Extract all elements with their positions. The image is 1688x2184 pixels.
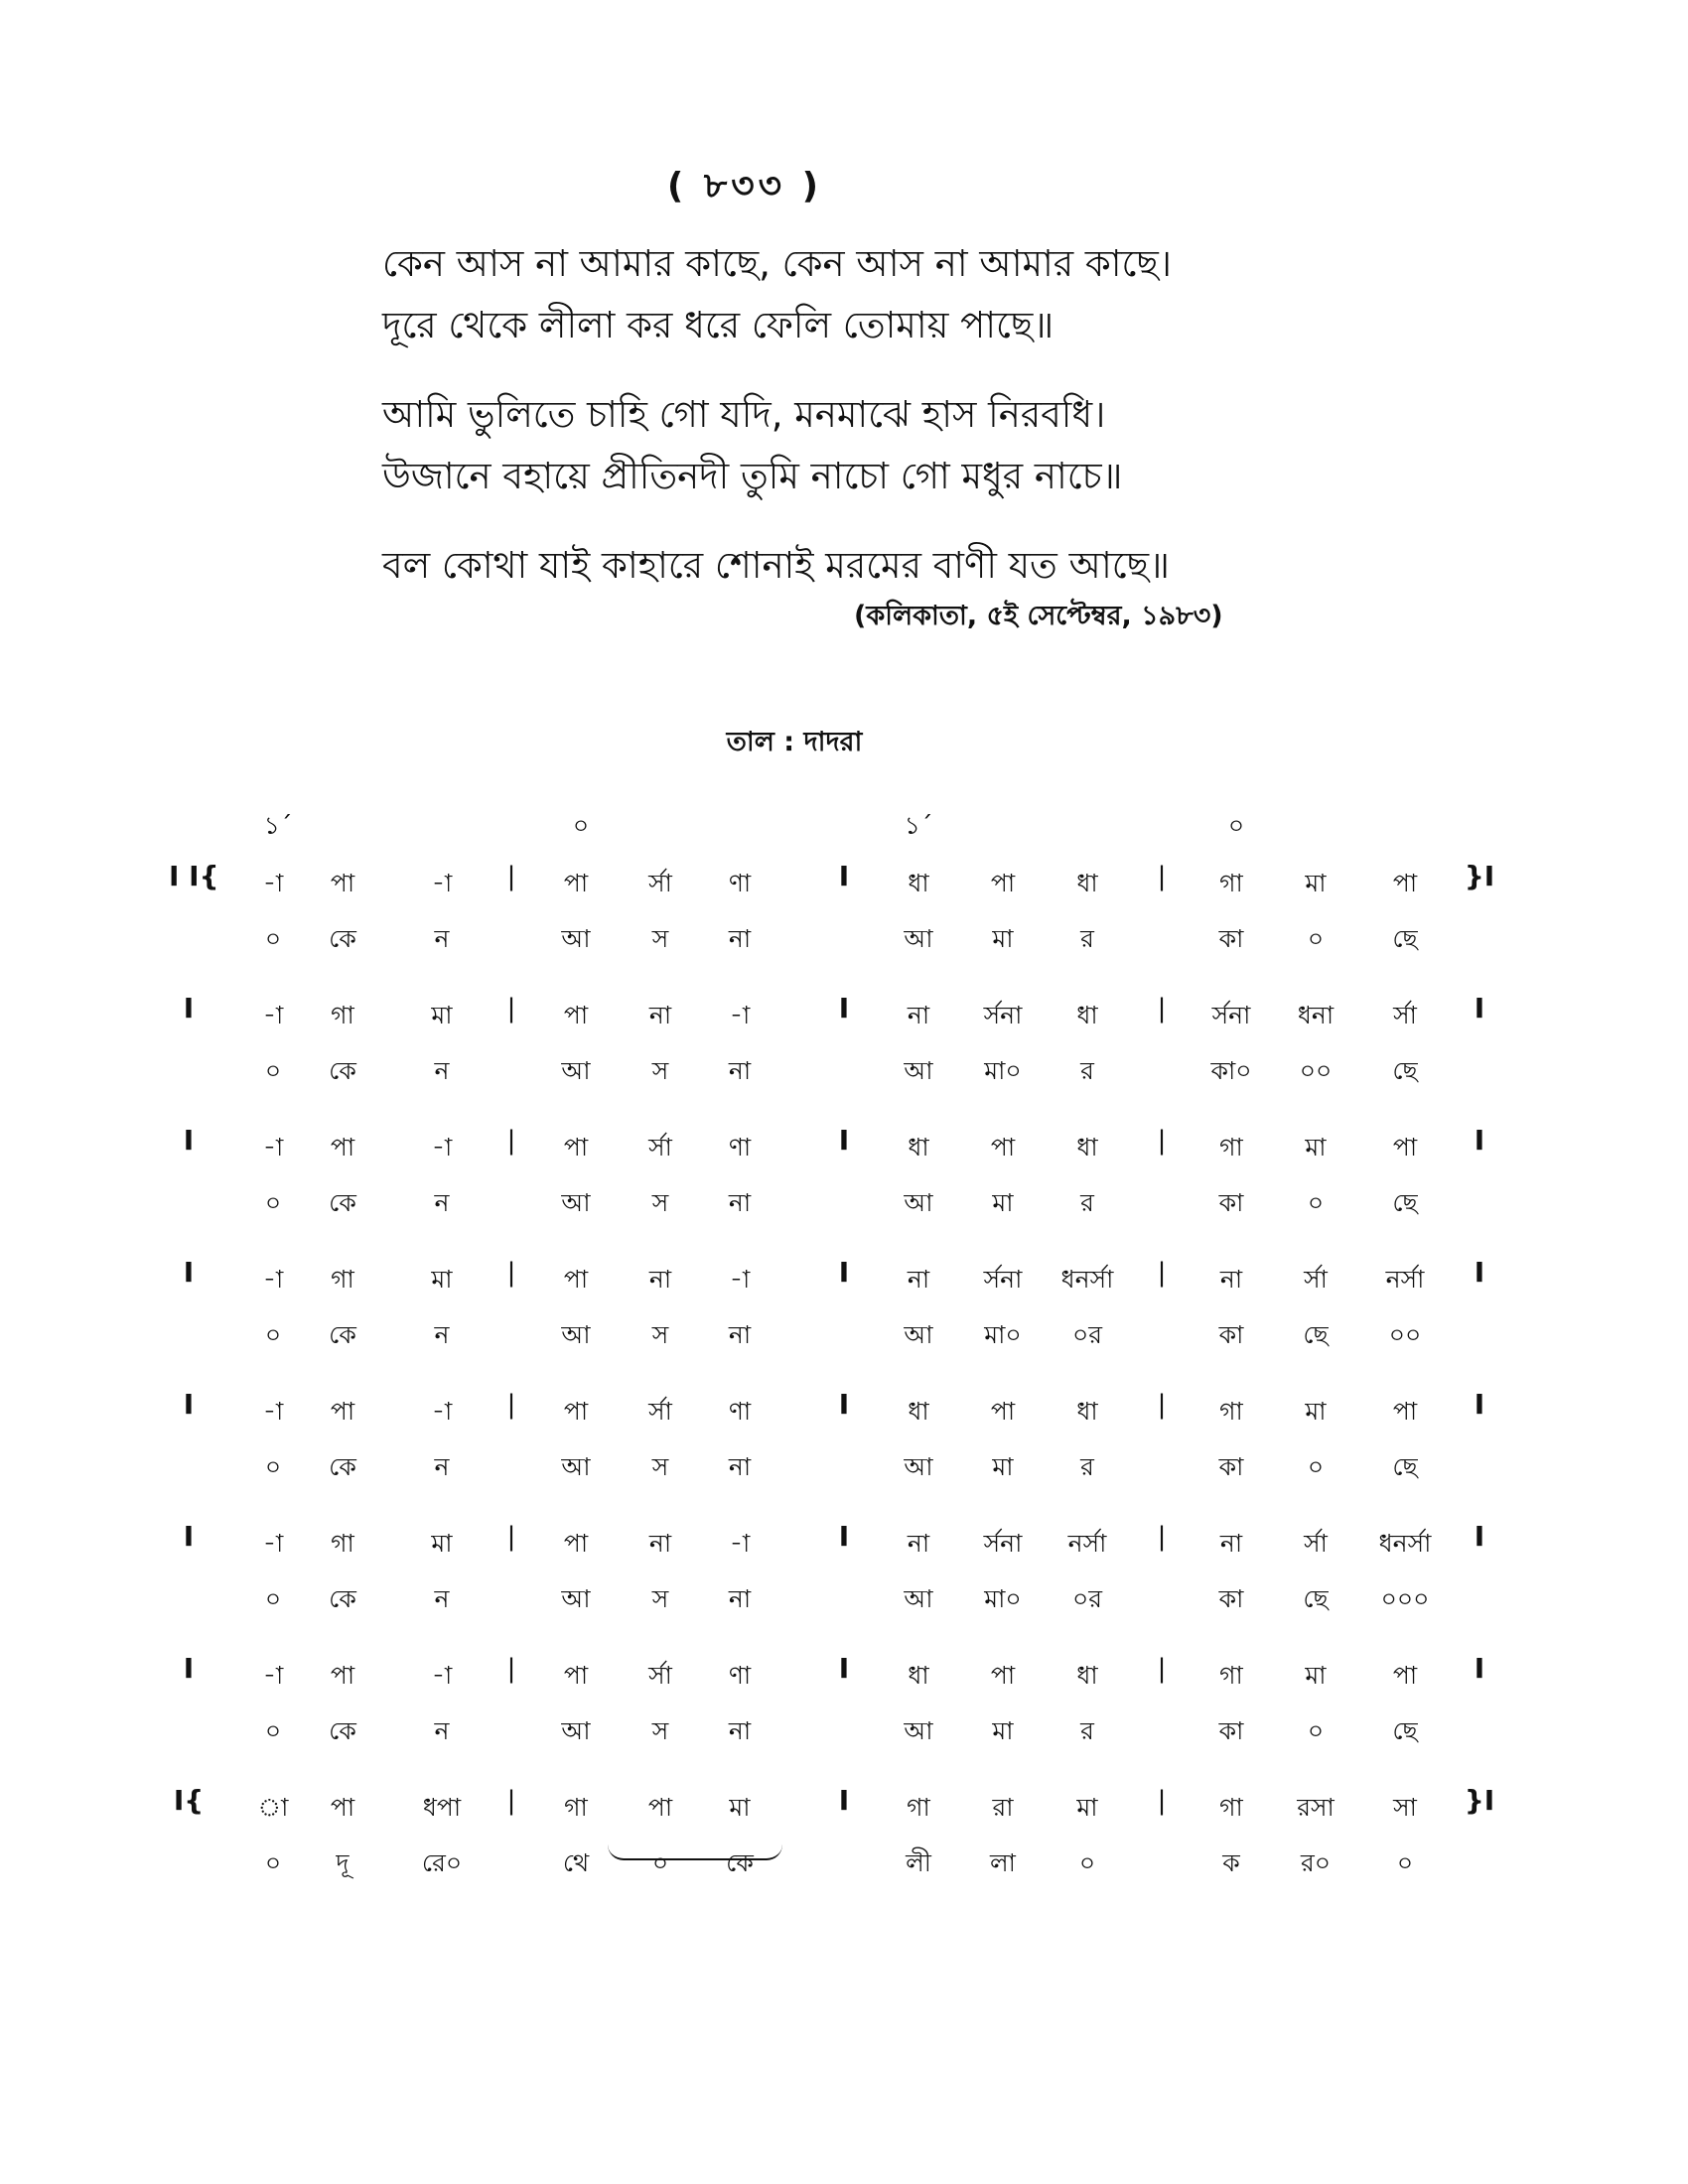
dateline: (কলিকাতা, ৫ই সেপ্টেম্বর, ১৯৮৩) <box>854 601 1223 631</box>
lyric-cell: দূ <box>336 1848 350 1877</box>
lyric-cell: আ <box>904 1452 933 1481</box>
lyric-cell: ০ <box>264 1584 282 1613</box>
note-cell: পা <box>563 1661 589 1690</box>
lyric-cell: কে <box>329 1452 356 1481</box>
lyric-cell: কে <box>329 1188 356 1217</box>
note-cell: ধপা <box>422 1793 462 1822</box>
vibhag-bar: | <box>506 1258 516 1288</box>
note-cell: পা <box>330 1133 355 1161</box>
lyric-cell: মা <box>992 1452 1014 1481</box>
note-cell: নর্সা <box>1067 1529 1107 1558</box>
note-cell: না <box>648 1529 672 1558</box>
note-cell: গা <box>331 1001 354 1029</box>
note-cell: পা <box>990 1397 1016 1426</box>
note-cell: না <box>648 1265 672 1294</box>
row-close-bar: I <box>1474 992 1485 1024</box>
row-open-bar: I <box>183 992 195 1024</box>
lyric-cell: না <box>728 1716 752 1745</box>
note-cell: ণা <box>728 869 752 897</box>
lyric-cell: ০ <box>1307 924 1325 953</box>
note-cell: পা <box>1392 1661 1418 1690</box>
note-cell: র্সা <box>648 869 672 897</box>
note-cell: পা <box>330 1793 355 1822</box>
note-cell: পা <box>330 1661 355 1690</box>
vibhag-bar: | <box>1157 1126 1167 1156</box>
lyric-cell: ০ <box>264 1848 282 1877</box>
note-cell: র্সা <box>648 1661 672 1690</box>
row-open-bar: I <box>183 1256 195 1289</box>
note-cell: মা <box>1076 1793 1098 1822</box>
lyric-cell: স <box>651 1716 669 1745</box>
lyric-cell: ০০০ <box>1380 1584 1430 1613</box>
note-cell: র্সা <box>648 1133 672 1161</box>
note-cell: রা <box>992 1793 1014 1822</box>
lyric-cell: র <box>1080 1716 1094 1745</box>
lyric-cell: না <box>728 924 752 953</box>
lyric-cell: স <box>651 1056 669 1085</box>
lyric-cell: কা <box>1218 1188 1244 1217</box>
lyric-cell: স <box>651 924 669 953</box>
note-cell: না <box>648 1001 672 1029</box>
lyric-cell: আ <box>904 1320 933 1349</box>
vibhag-bar: | <box>506 1390 516 1420</box>
avartan-bar: I <box>838 1784 850 1817</box>
note-cell: পা <box>1392 1133 1418 1161</box>
note-cell: গা <box>1219 869 1243 897</box>
vibhag-bar: | <box>506 1126 516 1156</box>
note-cell: না <box>1219 1265 1243 1294</box>
poem-line: বল কোথা যাই কাহারে শোনাই মরমের বাণী যত আছে॥ <box>382 544 1170 587</box>
page-number: ( ৮৩৩ ) <box>666 166 823 206</box>
lyric-cell: স <box>651 1452 669 1481</box>
avartan-bar: I <box>838 860 850 892</box>
poem-line: কেন আস না আমার কাছে, কেন আস না আমার কাছে। <box>382 242 1173 285</box>
note-cell: র্সনা <box>983 1001 1023 1029</box>
lyric-cell: কে <box>329 1056 356 1085</box>
note-cell: া <box>257 1793 289 1822</box>
lyric-cell: ন <box>434 1056 450 1085</box>
lyric-cell: ন <box>434 1716 450 1745</box>
lyric-cell: কা <box>1218 1584 1244 1613</box>
note-cell: র্সনা <box>1211 1001 1251 1029</box>
vibhag-bar: | <box>1157 1522 1167 1552</box>
note-cell: ধা <box>1076 1661 1098 1690</box>
beat-mark: ১´ <box>263 811 293 840</box>
note-cell: রসা <box>1297 1793 1335 1822</box>
note-cell: মা <box>431 1001 453 1029</box>
row-close-bar: }I <box>1464 860 1495 892</box>
note-cell: গা <box>1219 1133 1243 1161</box>
lyric-cell: কা <box>1218 924 1244 953</box>
row-open-bar: I <box>183 1520 195 1553</box>
lyric-cell: আ <box>561 1188 591 1217</box>
avartan-bar: I <box>838 1124 850 1157</box>
vibhag-bar: | <box>1157 1390 1167 1420</box>
lyric-cell: ০০ <box>1388 1320 1422 1349</box>
note-cell: পা <box>563 1265 589 1294</box>
note-cell: পা <box>330 869 355 897</box>
lyric-cell: কে <box>329 924 356 953</box>
lyric-cell: কে <box>329 1716 356 1745</box>
lyric-cell: ছে <box>1392 924 1418 953</box>
lyric-cell: ন <box>434 924 450 953</box>
lyric-cell: ০ <box>264 1056 282 1085</box>
note-cell: ধনর্সা <box>1060 1265 1114 1294</box>
note-cell: ণা <box>728 1661 752 1690</box>
lyric-cell: না <box>728 1584 752 1613</box>
note-cell: পা <box>990 1661 1016 1690</box>
lyric-cell: মা <box>992 1188 1014 1217</box>
note-cell: পা <box>1392 1397 1418 1426</box>
lyric-cell: ০ <box>1396 1848 1414 1877</box>
row-open-bar: I <box>183 1652 195 1685</box>
lyric-cell: ০ <box>264 1716 282 1745</box>
beat-mark: ০ <box>572 811 590 840</box>
note-cell: ধা <box>1076 1001 1098 1029</box>
lyric-cell: কে <box>329 1584 356 1613</box>
note-cell: ধনর্সা <box>1378 1529 1432 1558</box>
avartan-bar: I <box>838 1256 850 1289</box>
note-cell: পা <box>563 1001 589 1029</box>
lyric-cell: ০র <box>1071 1320 1102 1349</box>
lyric-cell: স <box>651 1584 669 1613</box>
lyric-cell: ক <box>1222 1848 1240 1877</box>
note-cell: ধা <box>1076 1133 1098 1161</box>
note-cell: ধা <box>908 869 929 897</box>
row-close-bar: I <box>1474 1124 1485 1157</box>
lyric-cell: ০ <box>264 924 282 953</box>
note-cell: না <box>907 1001 930 1029</box>
lyric-cell: ০ <box>651 1848 669 1877</box>
lyric-cell: না <box>728 1320 752 1349</box>
lyric-cell: ০ <box>1078 1848 1096 1877</box>
vibhag-bar: | <box>1157 1258 1167 1288</box>
lyric-cell: কে <box>329 1320 356 1349</box>
lyric-cell: ছে <box>1303 1320 1329 1349</box>
lyric-cell: না <box>728 1188 752 1217</box>
note-cell: পা <box>1392 869 1418 897</box>
note-cell: গা <box>564 1793 588 1822</box>
lyric-cell: আ <box>561 1452 591 1481</box>
note-cell: পা <box>990 869 1016 897</box>
note-cell: -া <box>262 869 284 897</box>
lyric-cell: মা০ <box>984 1056 1022 1085</box>
note-cell: ণা <box>728 1397 752 1426</box>
beat-mark: ০ <box>1227 811 1245 840</box>
lyric-cell: আ <box>561 1056 591 1085</box>
taal-heading: তাল : দাদরা <box>726 727 863 757</box>
row-open-bar: I{ <box>173 1784 205 1817</box>
lyric-cell: ০র <box>1071 1584 1102 1613</box>
note-cell: মা <box>431 1529 453 1558</box>
lyric-cell: র <box>1080 1056 1094 1085</box>
note-cell: র্সনা <box>983 1529 1023 1558</box>
lyric-cell: আ <box>904 1056 933 1085</box>
beat-mark: ১´ <box>904 811 933 840</box>
row-close-bar: I <box>1474 1652 1485 1685</box>
note-cell: না <box>907 1265 930 1294</box>
note-cell: ণা <box>728 1133 752 1161</box>
row-close-bar: }I <box>1464 1784 1495 1817</box>
note-cell: না <box>907 1529 930 1558</box>
lyric-cell: ০ <box>1307 1716 1325 1745</box>
note-cell: গা <box>1219 1397 1243 1426</box>
poem-line: দূরে থেকে লীলা কর ধরে ফেলি তোমায় পাছে॥ <box>382 304 1055 346</box>
lyric-cell: আ <box>561 1716 591 1745</box>
lyric-cell: ছে <box>1392 1452 1418 1481</box>
lyric-cell: ছে <box>1392 1716 1418 1745</box>
lyric-cell: কা০ <box>1210 1056 1252 1085</box>
note-cell: মা <box>431 1265 453 1294</box>
vibhag-bar: | <box>506 862 516 891</box>
note-cell: -া <box>729 1265 751 1294</box>
note-cell: -া <box>729 1529 751 1558</box>
poem-line: আমি ভুলিতে চাহি গো যদি, মনমাঝে হাস নিরবধি। <box>382 393 1106 436</box>
vibhag-bar: | <box>1157 862 1167 891</box>
note-cell: র্সনা <box>983 1265 1023 1294</box>
meend-slur <box>608 1844 782 1860</box>
note-cell: ধা <box>1076 869 1098 897</box>
note-cell: -া <box>729 1001 751 1029</box>
lyric-cell: মা০ <box>984 1584 1022 1613</box>
lyric-cell: ন <box>434 1188 450 1217</box>
lyric-cell: কা <box>1218 1716 1244 1745</box>
row-open-bar: I <box>183 1124 195 1157</box>
lyric-cell: আ <box>904 1584 933 1613</box>
note-cell: র্সা <box>1304 1529 1328 1558</box>
row-open-bar: I I{ <box>169 860 219 892</box>
lyric-cell: লা <box>990 1848 1016 1877</box>
row-close-bar: I <box>1474 1520 1485 1553</box>
lyric-cell: ছে <box>1303 1584 1329 1613</box>
note-cell: পা <box>563 869 589 897</box>
note-cell: ধা <box>908 1133 929 1161</box>
note-cell: পা <box>563 1529 589 1558</box>
lyric-cell: ০ <box>1307 1452 1325 1481</box>
vibhag-bar: | <box>506 1654 516 1684</box>
lyric-cell: আ <box>561 1320 591 1349</box>
lyric-cell: র০ <box>1300 1848 1331 1877</box>
note-cell: গা <box>1219 1661 1243 1690</box>
lyric-cell: ন <box>434 1452 450 1481</box>
lyric-cell: আ <box>561 924 591 953</box>
vibhag-bar: | <box>1157 1786 1167 1816</box>
row-close-bar: I <box>1474 1388 1485 1421</box>
poem-line: উজানে বহায়ে প্রীতিনদী তুমি নাচো গো মধুর নাচে॥ <box>382 455 1123 497</box>
lyric-cell: আ <box>904 1188 933 1217</box>
note-cell: পা <box>990 1133 1016 1161</box>
note-cell: -া <box>262 1661 284 1690</box>
note-cell: -া <box>262 1133 284 1161</box>
vibhag-bar: | <box>1157 1654 1167 1684</box>
lyric-cell: ছে <box>1392 1188 1418 1217</box>
note-cell: মা <box>1305 1133 1327 1161</box>
note-cell: র্সা <box>648 1397 672 1426</box>
lyric-cell: আ <box>561 1584 591 1613</box>
note-cell: মা <box>729 1793 751 1822</box>
note-cell: পা <box>563 1397 589 1426</box>
lyric-cell: র <box>1080 1188 1094 1217</box>
vibhag-bar: | <box>1157 994 1167 1024</box>
note-cell: -া <box>262 1529 284 1558</box>
note-cell: পা <box>563 1133 589 1161</box>
avartan-bar: I <box>838 1388 850 1421</box>
note-cell: পা <box>330 1397 355 1426</box>
note-cell: -া <box>431 1661 453 1690</box>
lyric-cell: থে <box>562 1848 590 1877</box>
lyric-cell: লী <box>906 1848 931 1877</box>
vibhag-bar: | <box>506 994 516 1024</box>
lyric-cell: স <box>651 1188 669 1217</box>
vibhag-bar: | <box>506 1786 516 1816</box>
vibhag-bar: | <box>506 1522 516 1552</box>
lyric-cell: মা০ <box>984 1320 1022 1349</box>
avartan-bar: I <box>838 1520 850 1553</box>
avartan-bar: I <box>838 992 850 1024</box>
note-cell: গা <box>1219 1793 1243 1822</box>
note-cell: র্সা <box>1393 1001 1417 1029</box>
note-cell: মা <box>1305 1661 1327 1690</box>
avartan-bar: I <box>838 1652 850 1685</box>
lyric-cell: ন <box>434 1584 450 1613</box>
lyric-cell: কা <box>1218 1452 1244 1481</box>
lyric-cell: আ <box>904 924 933 953</box>
note-cell: -া <box>431 1133 453 1161</box>
note-cell: গা <box>331 1529 354 1558</box>
lyric-cell: না <box>728 1056 752 1085</box>
lyric-cell: আ <box>904 1716 933 1745</box>
note-cell: -া <box>262 1001 284 1029</box>
lyric-cell: কে <box>726 1848 754 1877</box>
lyric-cell: র <box>1080 924 1094 953</box>
row-open-bar: I <box>183 1388 195 1421</box>
row-close-bar: I <box>1474 1256 1485 1289</box>
note-cell: নর্সা <box>1385 1265 1425 1294</box>
note-cell: ধা <box>1076 1397 1098 1426</box>
note-cell: গা <box>907 1793 930 1822</box>
note-cell: র্সা <box>1304 1265 1328 1294</box>
note-cell: ধনা <box>1297 1001 1335 1029</box>
lyric-cell: র <box>1080 1452 1094 1481</box>
lyric-cell: ০০ <box>1299 1056 1333 1085</box>
lyric-cell: ০ <box>264 1320 282 1349</box>
lyric-cell: ছে <box>1392 1056 1418 1085</box>
note-cell: ধা <box>908 1397 929 1426</box>
note-cell: মা <box>1305 1397 1327 1426</box>
lyric-cell: কা <box>1218 1320 1244 1349</box>
lyric-cell: স <box>651 1320 669 1349</box>
note-cell: -া <box>431 869 453 897</box>
note-cell: -া <box>262 1397 284 1426</box>
note-cell: সা <box>1393 1793 1417 1822</box>
note-cell: না <box>1219 1529 1243 1558</box>
lyric-cell: ০ <box>264 1452 282 1481</box>
note-cell: মা <box>1305 869 1327 897</box>
lyric-cell: ০ <box>264 1188 282 1217</box>
lyric-cell: ০ <box>1307 1188 1325 1217</box>
note-cell: গা <box>331 1265 354 1294</box>
note-cell: ধা <box>908 1661 929 1690</box>
lyric-cell: ন <box>434 1320 450 1349</box>
note-cell: পা <box>647 1793 673 1822</box>
note-cell: -া <box>431 1397 453 1426</box>
lyric-cell: মা <box>992 924 1014 953</box>
note-cell: -া <box>262 1265 284 1294</box>
lyric-cell: রে০ <box>421 1848 463 1877</box>
lyric-cell: মা <box>992 1716 1014 1745</box>
lyric-cell: না <box>728 1452 752 1481</box>
